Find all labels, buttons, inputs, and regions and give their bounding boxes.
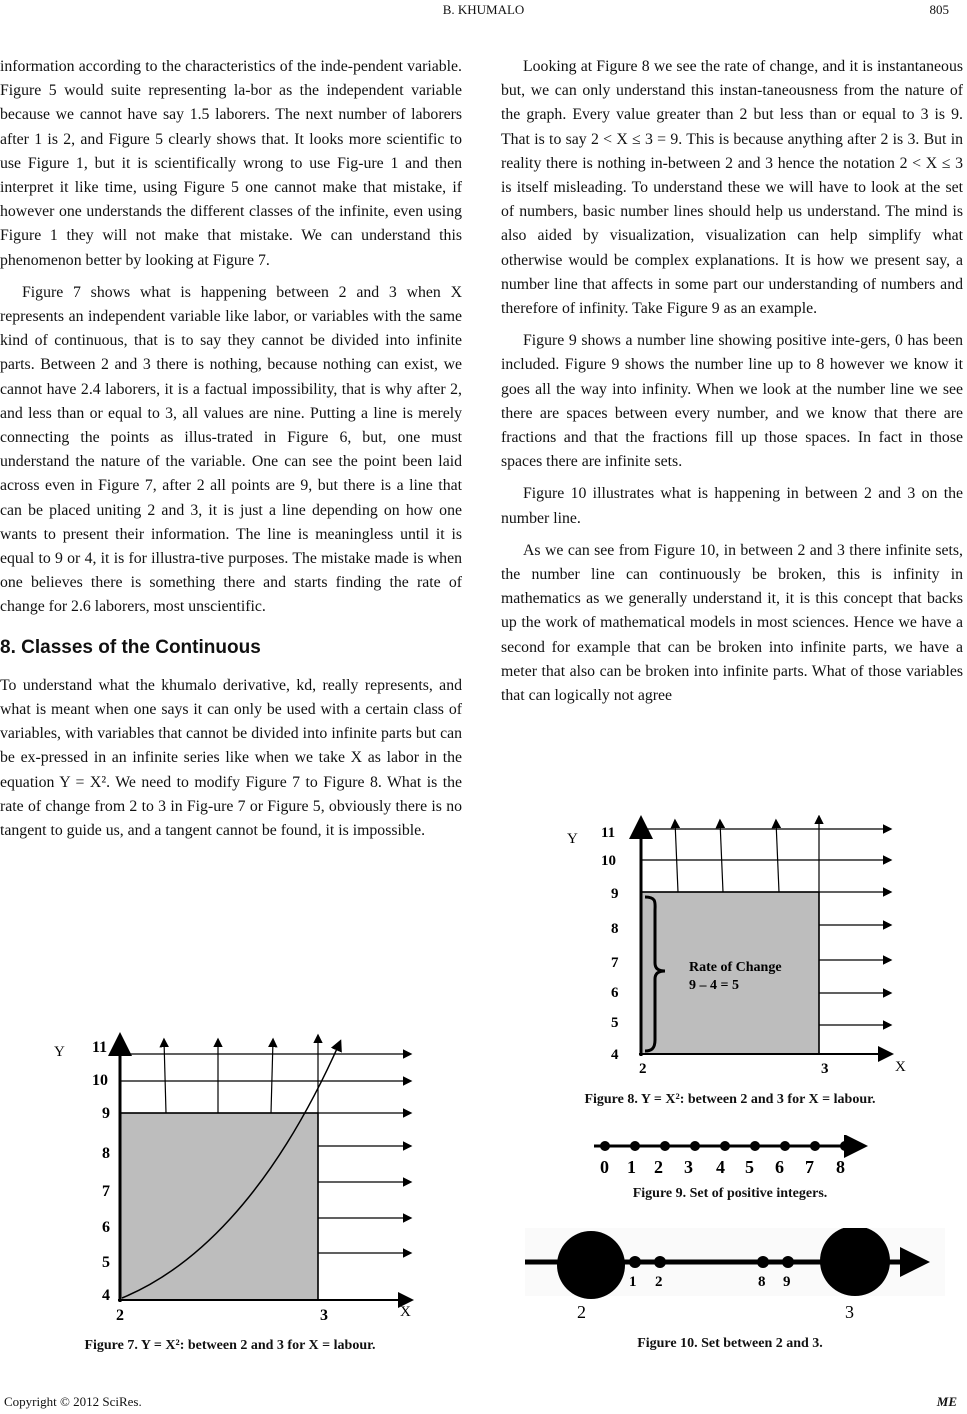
right-paragraph-3: Figure 10 illustrates what is happening in between 2 and 3 on the number line. xyxy=(501,485,963,527)
label-2: 2 xyxy=(654,1157,663,1177)
x-tick-3: 3 xyxy=(821,1061,829,1077)
label-1: 1 xyxy=(627,1157,636,1177)
left-paragraph-1: information according to the characteristics of the inde-pendent variable. Figure 5 would suite representing la-bor as the independent variable because we cannot have say 1.5 laborers. The next number of laborers after 1 is 2, and Figure 5 clearly shows that. It looks more scientific to use Figure 1, but it is scientifically wrong to use Fig-ure 1 and then interpret it like time, using Figure 5 one cannot make that mistake, if however one understands the different classes of the infinite, even using Figure 1 they will not make that mistake. We can understand this phenomenon better by looking at Figure 7. xyxy=(0,58,462,269)
y-tick-10: 10 xyxy=(92,1072,108,1089)
y-tick-8: 8 xyxy=(611,921,619,937)
figure-9-number-line xyxy=(590,1135,870,1180)
y-tick-labels xyxy=(92,1039,110,1304)
inner-label-1: 1 xyxy=(629,1274,637,1290)
figure-9-caption: Figure 9. Set of positive integers. xyxy=(632,1186,828,1201)
left-paragraph-2: Figure 7 shows what is happening between 2 and 3 when X represents an independent variable like labor, or variables with the same kind of continuous, that is to say they cannot be divided into infinite parts. Between 2 and 3 there is nothing, because nothing can exist, we cannot have 2.4 laborers, it is a factual impossibility, that is why after 2, and less than or equal to 3, all values are nine. Putting a line is merely connecting the points as illus-trated in Figure 6, but, one must understand the nature of the variable. One can see the point been laid across even in Figure 7, after 2 all points are 9, but there is a line that can be placed uniting 2 and 3, it is just a line depending on how one wants to present their information. The line is meaningless until it is equal to 9 or 4, it is for illustra-tive purposes. The mistake made is when one believes there is something there and starts finding the rate of change for 2.6 laborers, most unscientific. xyxy=(0,283,462,616)
label-0: 0 xyxy=(600,1157,609,1177)
label-4: 4 xyxy=(716,1157,725,1177)
y-tick-7: 7 xyxy=(611,955,619,971)
y-tick-5: 5 xyxy=(611,1015,619,1031)
inner-point-8 xyxy=(757,1256,769,1268)
y-tick-9: 9 xyxy=(611,886,619,902)
figure-8-graph xyxy=(555,815,915,1080)
inner-point-2 xyxy=(654,1256,666,1268)
label-6: 6 xyxy=(775,1157,784,1177)
integer-point xyxy=(630,1141,640,1151)
y-tick-11: 11 xyxy=(601,825,616,841)
y-tick-4: 4 xyxy=(102,1287,110,1304)
y-tick-10: 10 xyxy=(601,853,616,869)
y-tick-8: 8 xyxy=(102,1145,110,1162)
x-tick-2: 2 xyxy=(116,1307,124,1324)
x-axis-label: X xyxy=(400,1304,411,1320)
right-paragraph-1: Looking at Figure 8 we see the rate of change, and it is instantaneous but, we can only understand this instan-taneousness from the nature of the graph. Every value greater than 2 but less than or equal to 3 is 9. That is to say 2 < X ≤ 3 = 9. This is because anything after 2 is 3. But in reality there is nothing in-between 2 and 3 hence the notation 2 < X ≤ 3 is itself misleading. To understand these we will have to look at the set of numbers, basic number lines should help us understand. The mind is also aided by visualization, visualization can help simplify what otherwise would be complex explanations. It is how we present say, a number line that affects in some part our understanding of numbers and therefore of infinity. Take Figure 9 as an example. xyxy=(501,58,963,318)
point-2-large xyxy=(557,1231,625,1299)
label-7: 7 xyxy=(805,1157,814,1177)
integer-labels xyxy=(600,1157,845,1177)
integer-points xyxy=(600,1141,850,1151)
label-5: 5 xyxy=(745,1157,754,1177)
y-tick-6: 6 xyxy=(611,985,619,1001)
figure-7-graph xyxy=(40,1030,440,1330)
y-tick-labels xyxy=(601,825,619,1063)
label-3: 3 xyxy=(845,1302,854,1322)
inner-label-2: 2 xyxy=(655,1274,663,1290)
page-number: 805 xyxy=(929,2,949,17)
rate-of-change-value: 9 – 4 = 5 xyxy=(689,978,739,993)
section-heading: 8. Classes of the Continuous xyxy=(0,636,261,658)
integer-point xyxy=(840,1141,850,1151)
y-tick-5: 5 xyxy=(102,1254,110,1271)
integer-point xyxy=(690,1141,700,1151)
y-tick-7: 7 xyxy=(102,1183,110,1200)
label-2: 2 xyxy=(577,1302,586,1322)
left-column xyxy=(0,55,462,851)
inner-point-9 xyxy=(782,1256,794,1268)
y-axis-label: Y xyxy=(567,831,578,847)
y-tick-4: 4 xyxy=(611,1047,619,1063)
right-paragraph-4: As we can see from Figure 10, in between 2 and 3 there infinite sets, the number line can continuously be broken, this is infinity in mathematics as we generally understand it, it is this concept that backs up the work of mathematical models in most sciences. Hence we have a second for example that can be broken into infinite parts, we have a meter that also can be broken into infinite parts. What of those variables that can logically not agree xyxy=(501,541,963,705)
y-tick-9: 9 xyxy=(102,1105,110,1122)
y-tick-11: 11 xyxy=(92,1039,108,1056)
y-tick-6: 6 xyxy=(102,1219,110,1236)
copyright-footer: Copyright © 2012 SciRes. xyxy=(4,1394,142,1409)
figure-8-caption: Figure 8. Y = X²: between 2 and 3 for X = labour. xyxy=(584,1092,876,1107)
label-3: 3 xyxy=(684,1157,693,1177)
point-3-large xyxy=(820,1228,890,1296)
integer-point xyxy=(600,1141,610,1151)
right-paragraph-2: Figure 9 shows a number line showing positive inte-gers, 0 has been included. Figure 9 shows the number line up to 8 however we know it goes all the way into infinity. When we look at the number line we see there are spaces between every number, and we know that there are fractions and that the fractions fill up those spaces. In fact in those spaces there are infinite sets. xyxy=(501,332,963,471)
integer-point xyxy=(810,1141,820,1151)
figure-7-caption: Figure 7. Y = X²: between 2 and 3 for X = labour. xyxy=(84,1338,376,1353)
figure-10-number-line xyxy=(525,1228,945,1328)
x-tick-2: 2 xyxy=(639,1061,647,1077)
inner-label-9: 9 xyxy=(783,1274,791,1290)
x-axis-label: X xyxy=(895,1059,906,1075)
x-tick-3: 3 xyxy=(320,1307,328,1324)
integer-point xyxy=(660,1141,670,1151)
integer-point xyxy=(780,1141,790,1151)
journal-abbrev: ME xyxy=(936,1394,957,1409)
figure-10-caption: Figure 10. Set between 2 and 3. xyxy=(637,1336,823,1351)
y-axis-label: Y xyxy=(54,1044,65,1060)
right-column xyxy=(501,55,963,716)
rate-of-change-label: Rate of Change xyxy=(689,960,782,975)
label-8: 8 xyxy=(836,1157,845,1177)
left-paragraph-3: To understand what the khumalo derivative, kd, really represents, and what is meant when one says it can only be used with a certain class of variables, with variables that cannot be divided into infinite parts but can be ex-pressed in an infinite series like when we take X as labor in the equation Y = X². We need to modify Figure 7 to Figure 8. What is the rate of change from 2 to 3 in Fig-ure 7 or Figure 5, obviously there is no tangent to guide us, and a tangent cannot be found, it is impossible. xyxy=(0,676,462,840)
integer-point xyxy=(750,1141,760,1151)
inner-label-8: 8 xyxy=(758,1274,766,1290)
running-header-author: B. KHUMALO xyxy=(442,2,525,17)
inner-point-1 xyxy=(629,1256,641,1268)
integer-point xyxy=(720,1141,730,1151)
